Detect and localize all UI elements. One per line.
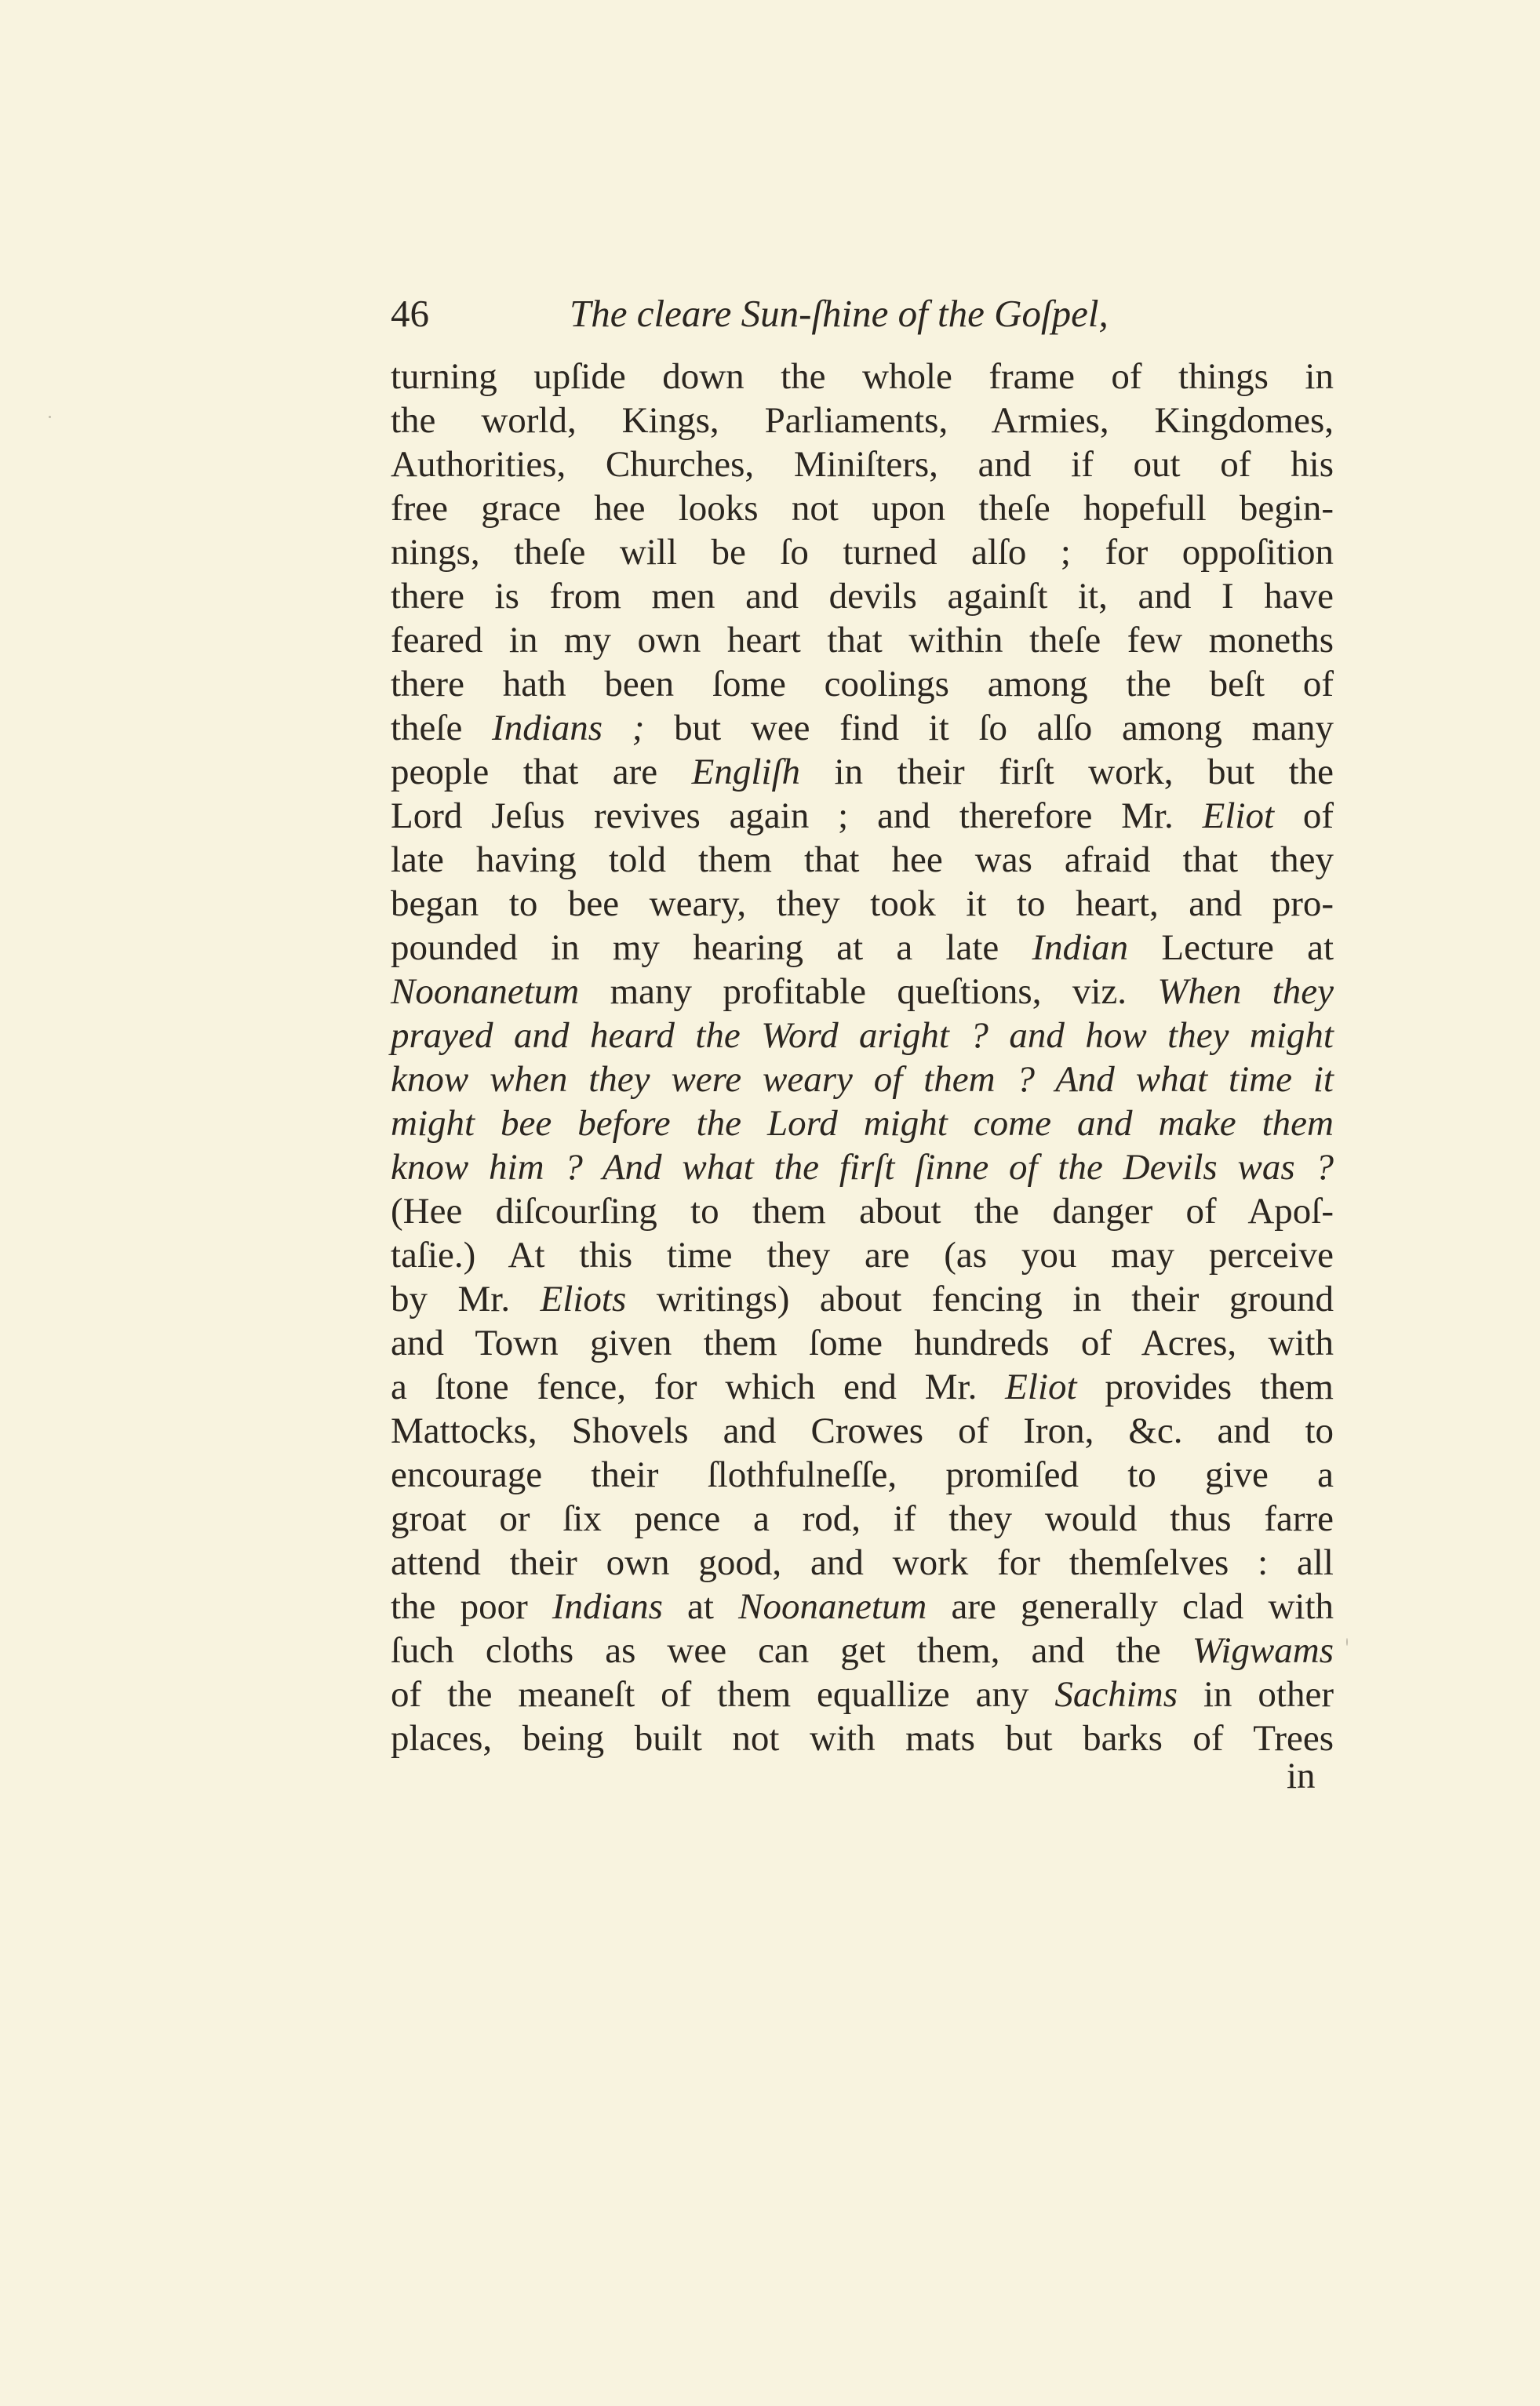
italic-text: Sachims: [1054, 1674, 1178, 1715]
text-segment: are generally clad with: [927, 1586, 1334, 1627]
italic-text: know when they were weary of them ? And what time it: [391, 1059, 1334, 1100]
text-segment: but wee find it ſo alſo among many: [644, 708, 1334, 748]
italic-text: Noonanetum: [391, 971, 580, 1012]
italic-text: Engliſh: [691, 752, 801, 792]
text-segment: the world, Kings, Parliaments, Armies, Kingdomes,: [391, 400, 1334, 441]
text-line: [391, 662, 1334, 706]
text-line: [391, 1321, 1334, 1365]
italic-text: might bee before the Lord might come and make them: [391, 1103, 1334, 1144]
text-line: [391, 1453, 1334, 1497]
text-segment: and Town given them ſome hundreds of Acres, with: [391, 1323, 1334, 1363]
body-text: [391, 355, 1334, 1760]
text-line: [391, 882, 1334, 926]
text-segment: of: [1274, 795, 1334, 836]
text-line: [391, 1145, 1334, 1189]
text-line: [391, 1277, 1334, 1321]
text-segment: attend their own good, and work for themſelves : all: [391, 1542, 1334, 1583]
text-segment: began to bee weary, they took it to heart, and pro-: [391, 883, 1334, 924]
italic-text: Wigwams: [1192, 1630, 1334, 1671]
italic-text: When they: [1157, 971, 1334, 1012]
text-segment: free grace hee looks not upon theſe hopefull begin-: [391, 488, 1334, 529]
text-segment: people that are: [391, 752, 692, 792]
catchword: in: [1287, 1756, 1316, 1796]
text-segment: many profitable queſtions, viz.: [579, 971, 1158, 1012]
text-segment: groat or ſix pence a rod, if they would thus farre: [391, 1498, 1334, 1539]
text-segment: turning upſide down the whole frame of things in: [391, 356, 1334, 397]
italic-text: Eliot: [1202, 795, 1275, 836]
italic-text: know him ? And what the firſt ſinne of the Devils was ?: [391, 1147, 1334, 1188]
italic-text: Eliots: [540, 1279, 627, 1319]
text-segment: at: [662, 1586, 739, 1627]
italic-text: Eliot: [1005, 1367, 1077, 1407]
text-segment: Authorities, Churches, Miniſters, and if out of his: [391, 444, 1334, 485]
text-line: [391, 574, 1334, 618]
text-segment: the poor: [391, 1586, 552, 1627]
text-line: [391, 794, 1334, 838]
text-segment: taſie.) At this time they are (as you may perceive: [391, 1235, 1334, 1276]
text-segment: feared in my own heart that within theſe few moneths: [391, 620, 1334, 661]
text-line: [391, 1673, 1334, 1716]
text-segment: theſe: [391, 708, 493, 748]
text-line: [391, 530, 1334, 574]
text-segment: writings) about fencing in their ground: [626, 1279, 1334, 1319]
italic-text: Indians ;: [492, 708, 645, 748]
italic-text: Indians: [552, 1586, 663, 1627]
text-line: [391, 1585, 1334, 1629]
text-segment: Mattocks, Shovels and Crowes of Iron, &c. and to: [391, 1410, 1334, 1451]
text-segment: (Hee diſcourſing to them about the danger of Apoſ-: [391, 1191, 1334, 1232]
text-segment: pounded in my hearing at a late: [391, 927, 1032, 968]
text-line: [391, 486, 1334, 530]
text-line: [391, 1629, 1334, 1673]
italic-text: prayed and heard the Word aright ? and how they might: [391, 1015, 1334, 1056]
text-line: [391, 838, 1334, 882]
text-line: [391, 1365, 1334, 1409]
text-line: [391, 355, 1334, 399]
text-segment: there hath been ſome coolings among the beſt of: [391, 664, 1334, 704]
text-segment: places, being built not with mats but barks of Trees: [391, 1718, 1334, 1759]
text-line: [391, 1057, 1334, 1101]
text-line: [391, 706, 1334, 750]
text-segment: encourage their ſlothfulneſſe, promiſed to give a: [391, 1454, 1334, 1495]
text-line: [391, 1409, 1334, 1453]
paper-speck: [1346, 1638, 1348, 1646]
italic-text: Noonanetum: [738, 1586, 927, 1627]
text-line: [391, 1014, 1334, 1057]
text-segment: Lecture at: [1128, 927, 1334, 968]
italic-text: Indian: [1032, 927, 1129, 968]
text-segment: in their firſt work, but the: [800, 752, 1334, 792]
text-line: [391, 1497, 1334, 1541]
text-segment: by Mr.: [391, 1279, 541, 1319]
text-line: [391, 1233, 1334, 1277]
page-number: 46: [391, 292, 429, 335]
text-segment: provides them: [1076, 1367, 1334, 1407]
text-segment: a ſtone fence, for which end Mr.: [391, 1367, 1006, 1407]
text-segment: late having told them that hee was afraid that they: [391, 839, 1334, 880]
text-segment: ſuch cloths as wee can get them, and the: [391, 1630, 1192, 1671]
running-title: The cleare Sun-ſhine of the Goſpel,: [570, 292, 1109, 335]
text-line: [391, 970, 1334, 1014]
text-line: [391, 1101, 1334, 1145]
paper-speck: [49, 416, 51, 418]
text-line: [391, 926, 1334, 970]
text-line: [391, 618, 1334, 662]
text-segment: nings, theſe will be ſo turned alſo ; for oppoſition: [391, 532, 1334, 573]
text-line: [391, 442, 1334, 486]
running-head: [391, 290, 1340, 337]
text-line: [391, 1541, 1334, 1585]
text-line: [391, 1189, 1334, 1233]
text-line: [391, 750, 1334, 794]
text-line: [391, 399, 1334, 442]
text-segment: in other: [1178, 1674, 1334, 1715]
text-segment: there is from men and devils againſt it, and I have: [391, 576, 1334, 617]
text-line: [391, 1716, 1334, 1760]
text-segment: of the meaneſt of them equallize any: [391, 1674, 1055, 1715]
text-segment: Lord Jeſus revives again ; and therefore Mr.: [391, 795, 1203, 836]
